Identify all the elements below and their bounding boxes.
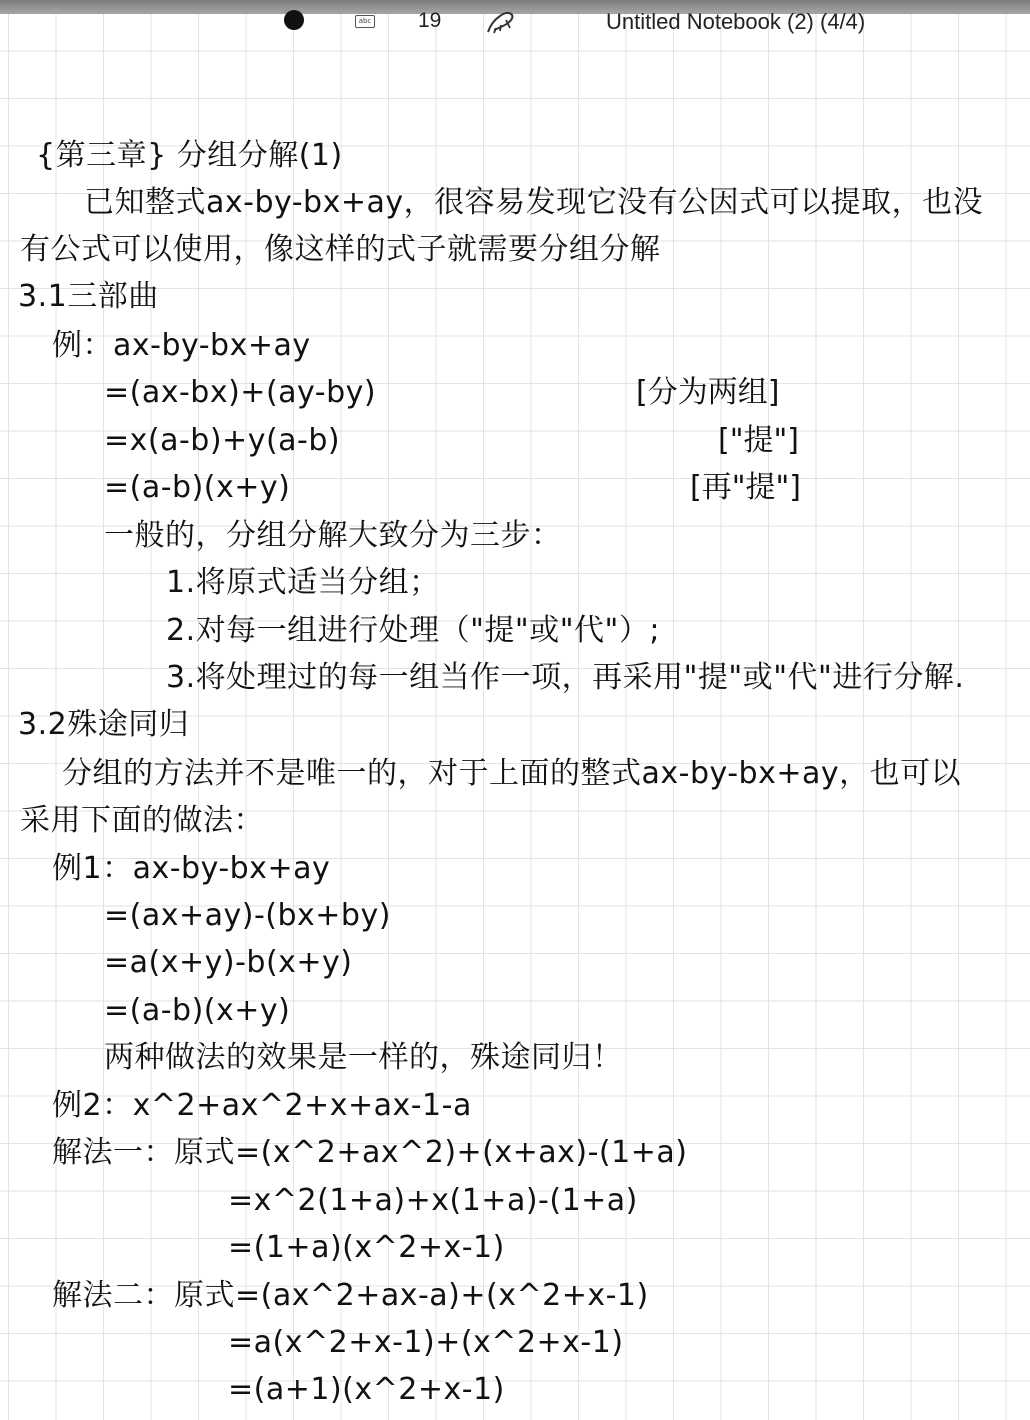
example-1-step-1: =(ax+ay)-(bx+by) bbox=[104, 898, 391, 933]
solution-1-line: 解法一：原式=(x^2+ax^2)+(x+ax)-(1+a) bbox=[52, 1135, 688, 1170]
conclusion-line: 两种做法的效果是一样的，殊途同归！ bbox=[104, 1040, 623, 1075]
solution-2-line: 解法二：原式=(ax^2+ax-a)+(x^2+x-1) bbox=[52, 1278, 649, 1313]
rule-item-1: 1.将原式适当分组； bbox=[166, 565, 440, 600]
intro-line-2: 有公式可以使用，像这样的式子就需要分组分解 bbox=[20, 232, 661, 267]
step-2-annotation: ["提"] bbox=[718, 423, 800, 458]
keyboard-icon[interactable]: abc bbox=[355, 15, 375, 28]
step-3-annotation: [再"提"] bbox=[690, 470, 802, 505]
example-label: 例：ax-by-bx+ay bbox=[52, 328, 311, 363]
paragraph-line-2: 采用下面的做法： bbox=[20, 803, 264, 838]
rule-item-2: 2.对每一组进行处理（"提"或"代"）; bbox=[166, 613, 660, 648]
solution-2-step-1: =a(x^2+x-1)+(x^2+x-1) bbox=[228, 1325, 624, 1360]
example-2-label: 例2：x^2+ax^2+x+ax-1-a bbox=[52, 1088, 472, 1123]
solution-1-step-1: =x^2(1+a)+x(1+a)-(1+a) bbox=[228, 1183, 638, 1218]
example-1-label: 例1：ax-by-bx+ay bbox=[52, 851, 331, 886]
step-1-annotation: [分为两组] bbox=[636, 375, 780, 410]
example-step-1: =(ax-bx)+(ay-by) bbox=[104, 375, 377, 410]
page-number: 19 bbox=[418, 9, 442, 32]
section-heading-3-2: 3.2殊途同归 bbox=[18, 707, 190, 742]
notebook-title: Untitled Notebook (2) (4/4) bbox=[606, 9, 866, 34]
paragraph-line-1: 分组的方法并不是唯一的，对于上面的整式ax-by-bx+ay，也可以 bbox=[62, 756, 962, 791]
rule-item-3: 3.将处理过的每一组当作一项，再采用"提"或"代"进行分解. bbox=[166, 660, 965, 695]
example-step-2: =x(a-b)+y(a-b) bbox=[104, 423, 341, 458]
record-dot-icon[interactable] bbox=[284, 10, 304, 30]
intro-line-1: 已知整式ax-by-bx+ay，很容易发现它没有公因式可以提取，也没 bbox=[84, 185, 984, 220]
solution-1-step-2: =(1+a)(x^2+x-1) bbox=[228, 1230, 505, 1265]
status-bar bbox=[0, 8, 1030, 40]
chapter-title: {第三章} 分组分解(1) bbox=[36, 138, 343, 173]
example-1-step-3: =(a-b)(x+y) bbox=[104, 993, 291, 1028]
pen-tool-icon[interactable] bbox=[484, 8, 520, 36]
example-1-step-2: =a(x+y)-b(x+y) bbox=[104, 945, 353, 980]
solution-2-step-2: =(a+1)(x^2+x-1) bbox=[228, 1372, 505, 1407]
example-step-3: =(a-b)(x+y) bbox=[104, 470, 291, 505]
general-rule-heading: 一般的，分组分解大致分为三步： bbox=[104, 518, 562, 553]
section-heading-3-1: 3.1三部曲 bbox=[18, 279, 159, 314]
